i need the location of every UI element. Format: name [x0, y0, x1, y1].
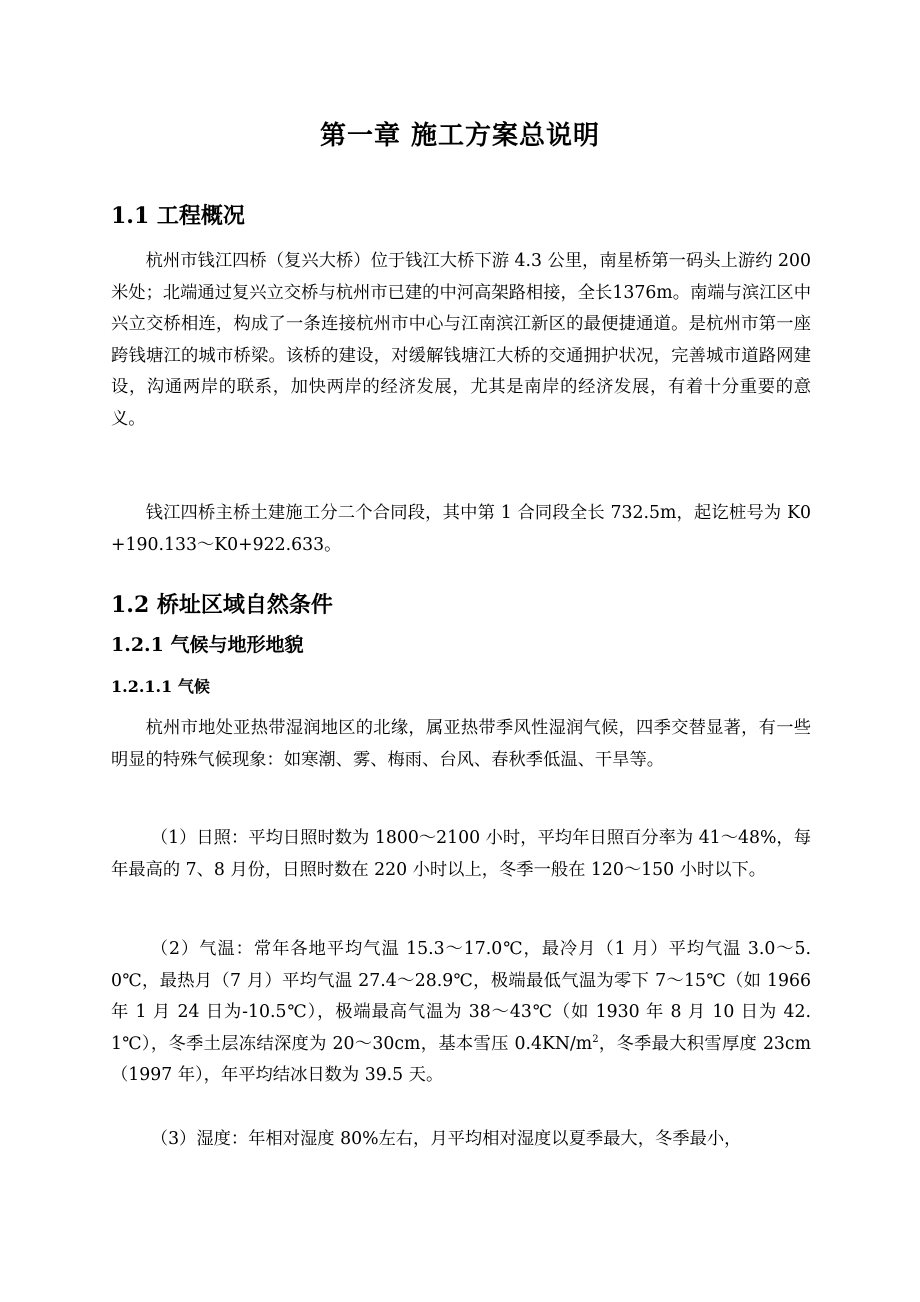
paragraph-temperature [111, 934, 811, 1092]
chapter-title: 第一章 施工方案总说明 [319, 121, 601, 151]
section-heading-1-2: 1.2 桥址区域自然条件 [111, 592, 333, 618]
section-heading-1-1: 1.1 工程概况 [111, 203, 245, 229]
paragraph-project-overview: 杭州市钱江四桥（复兴大桥）位于钱江大桥下游 4.3 公里，南星桥第一码头上游约 200 米处；北端通过复兴立交桥与杭州市已建的中河高架路相接，全长1376m。南端与滨江区中兴立交桥相连，构成了一条连接杭州市中心与江南滨江新区的最便捷通道。是杭州市第一座跨钱塘江的城市桥梁。该桥的建设，对缓解钱塘江大桥的交通拥护状况，完善城市道路网建设，沟通两岸的联系，加快两岸的经济发展，尤其是南岸的经济发展，有着十分重要的意义。 [111, 251, 811, 429]
paragraph-sunshine: （1）日照：平均日照时数为 1800～2100 小时，平均年日照百分率为 41～48%，每年最高的 7、8 月份，日照时数在 220 小时以上，冬季一般在 120～150 小时以下。 [111, 828, 811, 880]
temperature-text-continued: ，冬季最大积雪厚度 23cm（1997 年），年平均结冰日数为 39.5 天。 [111, 1033, 811, 1085]
temperature-text: （2）气温：常年各地平均气温 15.3～17.0℃，最冷月（1 月）平均气温 3.0～5.0℃，最热月（7 月）平均气温 27.4～28.9℃，极端最低气温为零下 7～15℃（如 1966 年 1 月 24 日为-10.5℃），极端最高气温为 38～43℃（如 1930 年 8 月 10 日为 42.1℃），冬季土层冻结深度为 20～30cm，基本雪压 0.4KN/m [111, 939, 811, 1054]
paragraph-humidity: （3）湿度：年相对湿度 80%左右，月平均相对湿度以夏季最大，冬季最小， [150, 1129, 742, 1149]
subsection-heading-1-2-1: 1.2.1 气候与地形地貌 [111, 634, 304, 656]
subsubsection-heading-1-2-1-1: 1.2.1.1 气候 [111, 677, 210, 696]
paragraph-climate-intro: 杭州市地处亚热带湿润地区的北缘，属亚热带季风性湿润气候，四季交替显著，有一些明显的特殊气候现象：如寒潮、雾、梅雨、台风、春秋季低温、干旱等。 [111, 718, 811, 770]
paragraph-contract-section: 钱江四桥主桥土建施工分二个合同段，其中第 1 合同段全长 732.5m，起讫桩号为 K0+190.133～K0+922.633。 [111, 503, 811, 555]
superscript-square: 2 [592, 1033, 599, 1045]
